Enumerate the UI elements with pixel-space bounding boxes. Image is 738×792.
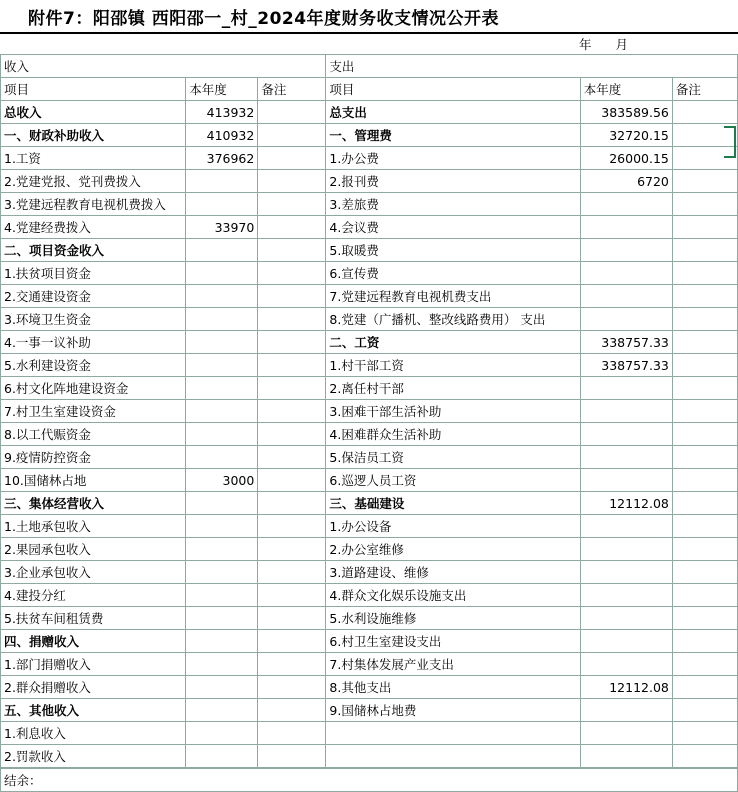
income-note-cell — [258, 331, 326, 354]
expense-label-cell — [326, 745, 580, 768]
expense-label-cell: 3.差旅费 — [326, 193, 580, 216]
table-row — [1, 538, 738, 561]
income-label-cell: 二、项目资金收入 — [1, 239, 186, 262]
expense-value-cell — [580, 607, 672, 630]
income-section-label: 收入 — [1, 55, 326, 78]
expense-note-cell — [672, 676, 737, 699]
column-header-row — [1, 78, 738, 101]
income-label-cell: 1.扶贫项目资金 — [1, 262, 186, 285]
expense-label-cell: 8.党建（广播机、整改线路费用） 支出 — [326, 308, 580, 331]
expense-label-cell: 1.办公设备 — [326, 515, 580, 538]
header-expense-year: 本年度 — [580, 78, 672, 101]
income-note-cell — [258, 584, 326, 607]
expense-label-cell: 总支出 — [326, 101, 580, 124]
table-row — [1, 699, 738, 722]
expense-value-cell: 12112.08 — [580, 492, 672, 515]
period-row — [0, 34, 738, 54]
income-label-cell: 四、捐赠收入 — [1, 630, 186, 653]
income-value-cell — [186, 170, 258, 193]
income-note-cell — [258, 745, 326, 768]
table-row — [1, 285, 738, 308]
income-label-cell: 三、集体经营收入 — [1, 492, 186, 515]
income-label-cell: 5.水利建设资金 — [1, 354, 186, 377]
expense-label-cell: 2.办公室维修 — [326, 538, 580, 561]
expense-value-cell — [580, 699, 672, 722]
expense-label-cell: 三、基础建设 — [326, 492, 580, 515]
income-note-cell — [258, 262, 326, 285]
income-value-cell: 410932 — [186, 124, 258, 147]
table-row — [1, 331, 738, 354]
income-value-cell — [186, 561, 258, 584]
expense-value-cell — [580, 630, 672, 653]
header-expense-note: 备注 — [672, 78, 737, 101]
expense-value-cell — [580, 584, 672, 607]
income-label-cell: 3.党建远程教育电视机费拨入 — [1, 193, 186, 216]
expense-value-cell — [580, 193, 672, 216]
income-label-cell: 5.扶贫车间租赁费 — [1, 607, 186, 630]
income-label-cell: 2.交通建设资金 — [1, 285, 186, 308]
income-note-cell — [258, 216, 326, 239]
income-value-cell — [186, 584, 258, 607]
footer-table — [0, 768, 738, 792]
expense-value-cell — [580, 216, 672, 239]
table-row — [1, 653, 738, 676]
expense-value-cell: 32720.15 — [580, 124, 672, 147]
expense-value-cell — [580, 653, 672, 676]
table-row — [1, 262, 738, 285]
expense-label-cell: 6.巡逻人员工资 — [326, 469, 580, 492]
expense-label-cell: 7.村集体发展产业支出 — [326, 653, 580, 676]
expense-value-cell: 6720 — [580, 170, 672, 193]
expense-label-cell: 6.村卫生室建设支出 — [326, 630, 580, 653]
table-row — [1, 124, 738, 147]
expense-label-cell: 7.党建远程教育电视机费支出 — [326, 285, 580, 308]
income-value-cell — [186, 538, 258, 561]
income-note-cell — [258, 538, 326, 561]
income-note-cell — [258, 699, 326, 722]
income-note-cell — [258, 676, 326, 699]
expense-value-cell: 383589.56 — [580, 101, 672, 124]
income-note-cell — [258, 630, 326, 653]
expense-note-cell — [672, 584, 737, 607]
income-value-cell — [186, 193, 258, 216]
table-row — [1, 101, 738, 124]
expense-note-cell — [672, 193, 737, 216]
expense-note-cell — [672, 538, 737, 561]
income-note-cell — [258, 285, 326, 308]
income-label-cell: 2.果园承包收入 — [1, 538, 186, 561]
income-note-cell — [258, 653, 326, 676]
page-title: 附件7：阳邵镇 西阳邵一_村_2024年度财务收支情况公开表 — [28, 8, 500, 29]
expense-label-cell: 一、管理费 — [326, 124, 580, 147]
expense-note-cell — [672, 653, 737, 676]
table-row — [1, 630, 738, 653]
expense-label-cell: 5.取暖费 — [326, 239, 580, 262]
income-value-cell — [186, 722, 258, 745]
expense-label-cell: 2.离任村干部 — [326, 377, 580, 400]
expense-note-cell — [672, 515, 737, 538]
expense-note-cell — [672, 630, 737, 653]
table-row — [1, 584, 738, 607]
income-label-cell: 6.村文化阵地建设资金 — [1, 377, 186, 400]
income-label-cell: 2.党建党报、党刊费拨入 — [1, 170, 186, 193]
income-value-cell — [186, 377, 258, 400]
finance-table — [0, 54, 738, 768]
expense-label-cell: 5.保洁员工资 — [326, 446, 580, 469]
expense-label-cell: 4.群众文化娱乐设施支出 — [326, 584, 580, 607]
income-value-cell — [186, 699, 258, 722]
table-row — [1, 308, 738, 331]
income-note-cell — [258, 561, 326, 584]
expense-label-cell: 3.道路建设、维修 — [326, 561, 580, 584]
table-row — [1, 676, 738, 699]
income-label-cell: 4.党建经费拨入 — [1, 216, 186, 239]
table-body — [1, 55, 738, 768]
expense-label-cell: 4.会议费 — [326, 216, 580, 239]
income-label-cell: 7.村卫生室建设资金 — [1, 400, 186, 423]
expense-label-cell: 1.办公费 — [326, 147, 580, 170]
expense-value-cell — [580, 446, 672, 469]
income-note-cell — [258, 515, 326, 538]
income-value-cell — [186, 262, 258, 285]
expense-value-cell — [580, 377, 672, 400]
expense-note-cell — [672, 216, 737, 239]
green-bracket-marker — [724, 126, 736, 158]
expense-note-cell — [672, 354, 737, 377]
income-label-cell: 4.一事一议补助 — [1, 331, 186, 354]
expense-note-cell — [672, 423, 737, 446]
expense-value-cell: 338757.33 — [580, 354, 672, 377]
income-label-cell: 3.环境卫生资金 — [1, 308, 186, 331]
income-value-cell — [186, 446, 258, 469]
income-value-cell — [186, 653, 258, 676]
income-note-cell — [258, 607, 326, 630]
expense-value-cell — [580, 515, 672, 538]
expense-label-cell: 二、工资 — [326, 331, 580, 354]
expense-note-cell — [672, 446, 737, 469]
table-row — [1, 745, 738, 768]
income-label-cell: 1.利息收入 — [1, 722, 186, 745]
expense-label-cell: 8.其他支出 — [326, 676, 580, 699]
income-value-cell — [186, 285, 258, 308]
income-note-cell — [258, 193, 326, 216]
table-row — [1, 216, 738, 239]
header-income-item: 项目 — [1, 78, 186, 101]
income-note-cell — [258, 722, 326, 745]
income-note-cell — [258, 469, 326, 492]
table-row — [1, 147, 738, 170]
expense-note-cell — [672, 469, 737, 492]
expense-note-cell — [672, 170, 737, 193]
income-note-cell — [258, 170, 326, 193]
header-expense-item: 项目 — [326, 78, 580, 101]
footer-row — [1, 769, 738, 792]
income-label-cell: 一、财政补助收入 — [1, 124, 186, 147]
expense-label-cell: 2.报刊费 — [326, 170, 580, 193]
expense-note-cell — [672, 331, 737, 354]
expense-value-cell: 26000.15 — [580, 147, 672, 170]
table-row — [1, 377, 738, 400]
income-value-cell — [186, 607, 258, 630]
table-row — [1, 170, 738, 193]
expense-note-cell — [672, 400, 737, 423]
income-value-cell — [186, 515, 258, 538]
income-value-cell — [186, 354, 258, 377]
income-note-cell — [258, 423, 326, 446]
expense-value-cell — [580, 745, 672, 768]
table-row — [1, 492, 738, 515]
income-note-cell — [258, 377, 326, 400]
income-value-cell — [186, 492, 258, 515]
income-note-cell — [258, 101, 326, 124]
expense-value-cell — [580, 722, 672, 745]
expense-label-cell: 9.国储林占地费 — [326, 699, 580, 722]
income-label-cell: 1.土地承包收入 — [1, 515, 186, 538]
income-value-cell: 3000 — [186, 469, 258, 492]
income-value-cell — [186, 239, 258, 262]
expense-note-cell — [672, 492, 737, 515]
income-value-cell — [186, 745, 258, 768]
expense-note-cell — [672, 285, 737, 308]
income-value-cell — [186, 676, 258, 699]
income-note-cell — [258, 492, 326, 515]
expense-section-label: 支出 — [326, 55, 738, 78]
expense-label-cell: 5.水利设施维修 — [326, 607, 580, 630]
table-row — [1, 515, 738, 538]
income-label-cell: 2.罚款收入 — [1, 745, 186, 768]
table-row — [1, 354, 738, 377]
expense-value-cell — [580, 400, 672, 423]
expense-note-cell — [672, 101, 737, 124]
expense-value-cell — [580, 561, 672, 584]
expense-label-cell: 1.村干部工资 — [326, 354, 580, 377]
expense-note-cell — [672, 745, 737, 768]
expense-value-cell — [580, 262, 672, 285]
header-income-note: 备注 — [258, 78, 326, 101]
table-row — [1, 193, 738, 216]
expense-value-cell — [580, 285, 672, 308]
expense-label-cell: 6.宣传费 — [326, 262, 580, 285]
expense-note-cell — [672, 308, 737, 331]
expense-label-cell: 3.困难干部生活补助 — [326, 400, 580, 423]
income-value-cell — [186, 331, 258, 354]
document-title-row — [0, 0, 738, 34]
income-value-cell — [186, 423, 258, 446]
income-value-cell: 33970 — [186, 216, 258, 239]
expense-note-cell — [672, 607, 737, 630]
income-note-cell — [258, 354, 326, 377]
income-value-cell — [186, 308, 258, 331]
income-label-cell: 总收入 — [1, 101, 186, 124]
table-row — [1, 722, 738, 745]
expense-value-cell — [580, 423, 672, 446]
expense-label-cell: 4.困难群众生活补助 — [326, 423, 580, 446]
expense-note-cell — [672, 699, 737, 722]
expense-note-cell — [672, 722, 737, 745]
table-row — [1, 400, 738, 423]
income-value-cell: 413932 — [186, 101, 258, 124]
income-label-cell: 8.以工代赈资金 — [1, 423, 186, 446]
expense-value-cell — [580, 308, 672, 331]
table-row — [1, 469, 738, 492]
income-note-cell — [258, 147, 326, 170]
expense-note-cell — [672, 561, 737, 584]
table-row — [1, 446, 738, 469]
table-row — [1, 561, 738, 584]
expense-value-cell: 12112.08 — [580, 676, 672, 699]
expense-value-cell — [580, 239, 672, 262]
section-header-row — [1, 55, 738, 78]
income-note-cell — [258, 308, 326, 331]
balance-label: 结余： — [1, 769, 738, 792]
table-row — [1, 607, 738, 630]
income-label-cell: 2.群众捐赠收入 — [1, 676, 186, 699]
expense-value-cell — [580, 538, 672, 561]
header-income-year: 本年度 — [186, 78, 258, 101]
expense-label-cell — [326, 722, 580, 745]
income-label-cell: 五、其他收入 — [1, 699, 186, 722]
income-value-cell — [186, 400, 258, 423]
table-row — [1, 239, 738, 262]
income-note-cell — [258, 446, 326, 469]
expense-note-cell — [672, 262, 737, 285]
income-label-cell: 9.疫情防控资金 — [1, 446, 186, 469]
income-note-cell — [258, 124, 326, 147]
income-label-cell: 3.企业承包收入 — [1, 561, 186, 584]
expense-value-cell: 338757.33 — [580, 331, 672, 354]
expense-value-cell — [580, 469, 672, 492]
table-row — [1, 423, 738, 446]
income-note-cell — [258, 239, 326, 262]
income-label-cell: 10.国储林占地 — [1, 469, 186, 492]
income-value-cell — [186, 630, 258, 653]
income-note-cell — [258, 400, 326, 423]
income-label-cell: 1.部门捐赠收入 — [1, 653, 186, 676]
period-label: 年 月 — [579, 37, 638, 52]
expense-note-cell — [672, 239, 737, 262]
income-label-cell: 1.工资 — [1, 147, 186, 170]
income-label-cell: 4.建投分红 — [1, 584, 186, 607]
income-value-cell: 376962 — [186, 147, 258, 170]
expense-note-cell — [672, 377, 737, 400]
